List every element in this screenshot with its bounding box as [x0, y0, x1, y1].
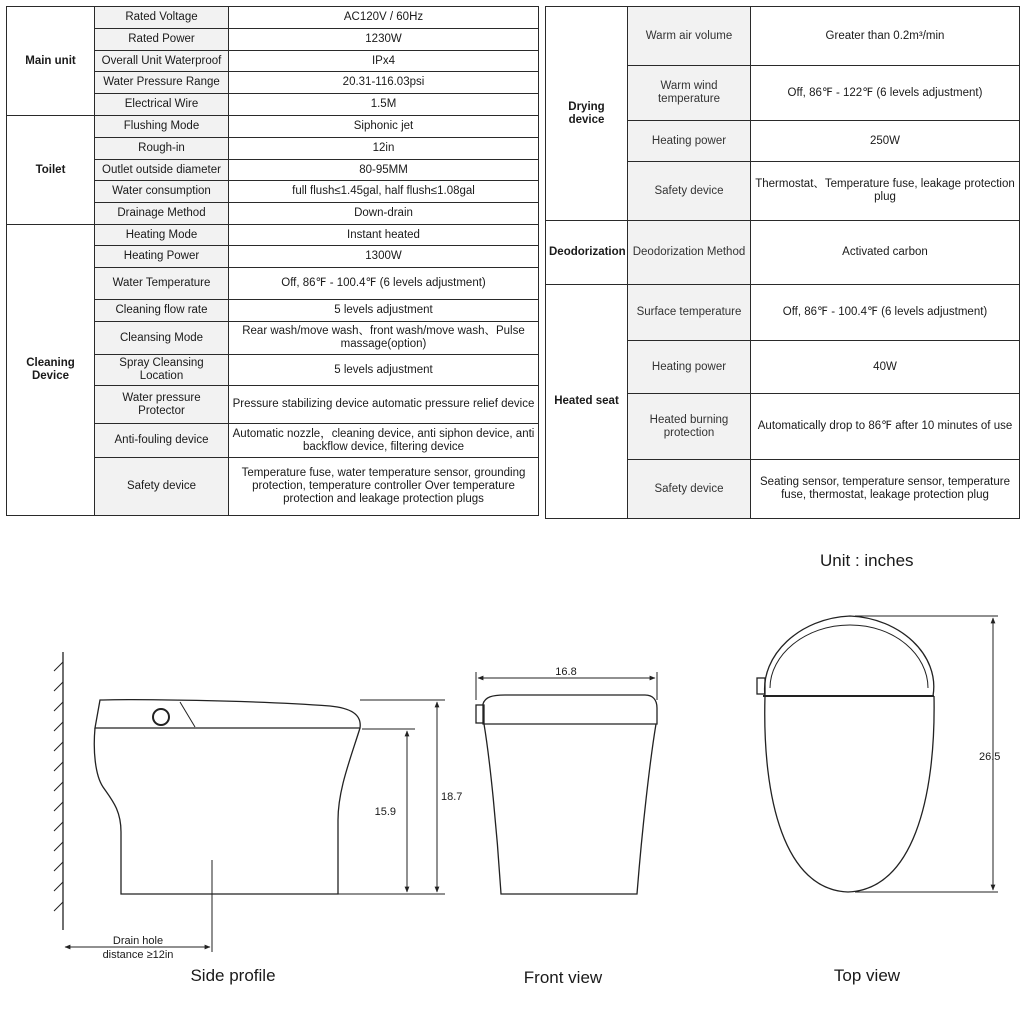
spec-value: Off, 86℉ - 122℉ (6 levels adjustment) — [751, 66, 1020, 121]
spec-label: Safety device — [628, 162, 751, 221]
spec-label: Rated Voltage — [95, 7, 229, 29]
spec-label: Anti-fouling device — [95, 424, 229, 458]
side-seat-height-value: 15.9 — [374, 806, 396, 818]
spec-value: IPx4 — [229, 51, 539, 72]
drain-label-line1: Drain hole — [112, 935, 164, 947]
spec-label: Heating power — [628, 121, 751, 162]
spec-value: Activated carbon — [751, 221, 1020, 285]
spec-value: full flush≤1.45gal, half flush≤1.08gal — [229, 181, 539, 203]
wall-hatching — [54, 662, 63, 911]
spec-label: Rough-in — [95, 138, 229, 160]
spec-label: Flushing Mode — [95, 116, 229, 138]
group-main-unit: Main unit — [7, 7, 95, 116]
spec-label: Warm wind temperature — [628, 66, 751, 121]
spec-label: Heated burning protection — [628, 394, 751, 460]
group-drying-device: Drying device — [546, 7, 628, 221]
front-view-caption: Front view — [523, 968, 603, 987]
spec-label: Warm air volume — [628, 7, 751, 66]
side-lid-seam — [180, 702, 195, 727]
front-view-drawing — [476, 672, 657, 894]
group-heated-seat: Heated seat — [546, 285, 628, 519]
spec-value: Seating sensor, temperature sensor, temperature fuse, thermostat, leakage protection plug — [751, 460, 1020, 519]
unit-label: Unit : inches — [820, 551, 914, 570]
spec-label: Safety device — [628, 460, 751, 519]
side-profile-drawing — [54, 652, 445, 952]
group-cleaning-device: Cleaning Device — [7, 225, 95, 516]
spec-value: Siphonic jet — [229, 116, 539, 138]
power-knob-icon — [153, 709, 169, 725]
top-lid-outline — [765, 616, 934, 696]
spec-label: Water pressure Protector — [95, 386, 229, 424]
drain-label-line2: distance ≥12in — [102, 949, 174, 961]
spec-value: Temperature fuse, water temperature sensor, grounding protection, temperature controller Over temperature protection and leakage protection plugs — [229, 458, 539, 516]
spec-value: Instant heated — [229, 225, 539, 246]
front-lid — [483, 695, 657, 724]
top-view-drawing — [757, 616, 1001, 892]
spec-value: Automatic nozzle，cleaning device, anti siphon device, anti backflow device, filtering device — [229, 424, 539, 458]
spec-label: Heating power — [628, 341, 751, 394]
spec-label: Water Temperature — [95, 268, 229, 300]
spec-label: Cleansing Mode — [95, 322, 229, 355]
spec-label: Outlet outside diameter — [95, 160, 229, 181]
spec-label: Drainage Method — [95, 203, 229, 225]
group-toilet: Toilet — [7, 116, 95, 225]
top-view-caption: Top view — [833, 966, 901, 985]
spec-label: Overall Unit Waterproof — [95, 51, 229, 72]
spec-value: 40W — [751, 341, 1020, 394]
spec-value: 80-95MM — [229, 160, 539, 181]
front-body — [484, 724, 656, 894]
spec-value: Off, 86℉ - 100.4℉ (6 levels adjustment) — [751, 285, 1020, 341]
spec-value: 1230W — [229, 29, 539, 51]
spec-label: Water consumption — [95, 181, 229, 203]
spec-value: 1300W — [229, 246, 539, 268]
spec-value: Rear wash/move wash、front wash/move wash、Pulse massage(option) — [229, 322, 539, 355]
spec-label: Surface temperature — [628, 285, 751, 341]
spec-value: Pressure stabilizing device automatic pressure relief device — [229, 386, 539, 424]
spec-value: 5 levels adjustment — [229, 300, 539, 322]
top-side-button — [757, 678, 765, 694]
top-seat-outline — [765, 696, 934, 892]
side-profile-caption: Side profile — [190, 966, 276, 985]
spec-label: Spray Cleansing Location — [95, 355, 229, 386]
spec-label: Deodorization Method — [628, 221, 751, 285]
spec-value: Greater than 0.2m³/min — [751, 7, 1020, 66]
spec-value: Thermostat、Temperature fuse, leakage protection plug — [751, 162, 1020, 221]
group-deodorization: Deodorization — [546, 221, 628, 285]
spec-label: Rated Power — [95, 29, 229, 51]
spec-value: 20.31-116.03psi — [229, 72, 539, 94]
spec-value: Automatically drop to 86℉ after 10 minutes of use — [751, 394, 1020, 460]
spec-label: Electrical Wire — [95, 94, 229, 116]
side-body — [94, 728, 360, 894]
spec-value: 1.5M — [229, 94, 539, 116]
top-depth-value: 26.5 — [979, 751, 1001, 763]
spec-value: 5 levels adjustment — [229, 355, 539, 386]
front-width-value: 16.8 — [555, 666, 577, 678]
spec-value: 250W — [751, 121, 1020, 162]
side-total-height-value: 18.7 — [441, 791, 463, 803]
spec-label: Heating Mode — [95, 225, 229, 246]
side-lid — [95, 700, 360, 728]
spec-label: Safety device — [95, 458, 229, 516]
spec-label: Heating Power — [95, 246, 229, 268]
spec-value: Down-drain — [229, 203, 539, 225]
spec-value: Off, 86℉ - 100.4℉ (6 levels adjustment) — [229, 268, 539, 300]
spec-value: AC120V / 60Hz — [229, 7, 539, 29]
spec-value: 12in — [229, 138, 539, 160]
spec-label: Cleaning flow rate — [95, 300, 229, 322]
spec-label: Water Pressure Range — [95, 72, 229, 94]
